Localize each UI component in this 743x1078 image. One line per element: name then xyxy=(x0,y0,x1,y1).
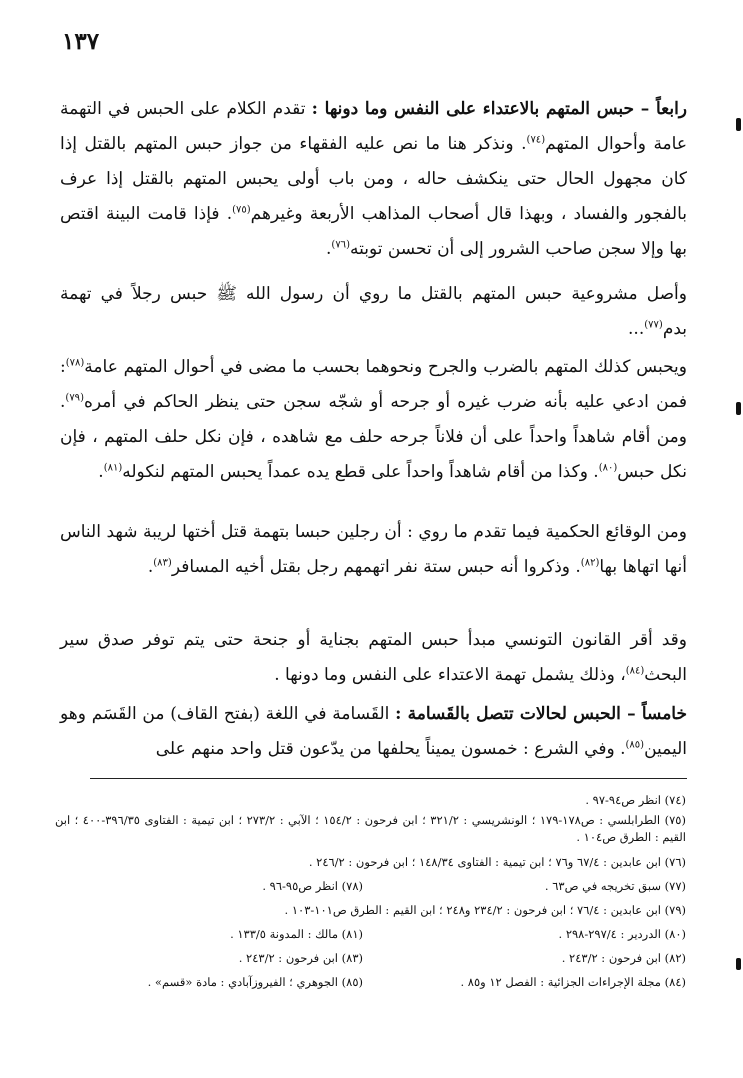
footnote-79 xyxy=(285,902,686,919)
footnote-reference: (٧٧) xyxy=(644,319,663,331)
footnote-80-number: (٨٠) xyxy=(664,927,686,941)
footnote-reference: (٧٩) xyxy=(65,392,84,404)
footnote-75-text: الطرابلسي : ص١٧٨-١٧٩ ؛ الونشريسي : ٣٢١/٢ ؛ ابن فرحون : ١٥٤/٢ ؛ الآبي : ٢٧٣/٢ ؛ ابن تيمية : الفتاوى ٣٩٦/٣٥-٤٠٠ ؛ ابن القيم : الطرق ص١٠٤ . xyxy=(55,813,686,844)
footnote-81-number: (٨١) xyxy=(341,927,363,941)
footnote-81-text: مالك : المدونة ١٣٣/٥ . xyxy=(230,927,338,941)
footnote-76-number: (٧٦) xyxy=(664,855,686,869)
scan-margin-mark xyxy=(736,118,741,131)
footnote-74 xyxy=(585,792,686,809)
footnote-75-number: (٧٥) xyxy=(664,813,686,827)
paragraph-text: ، وذلك يشمل تهمة الاعتداء على النفس وما دونها . xyxy=(274,665,626,685)
paragraph-text: . xyxy=(147,557,154,577)
paragraph-legitimacy xyxy=(60,277,687,347)
paragraph-section-five xyxy=(60,697,687,767)
footnote-84 xyxy=(460,974,686,991)
paragraph-text: . xyxy=(326,239,332,259)
footnote-82 xyxy=(562,950,686,967)
paragraph-text: . وذكروا أنه حبس ستة نفر اتهمهم رجل بقتل أخيه المسافر xyxy=(171,557,581,577)
footnote-85-number: (٨٥) xyxy=(341,975,363,989)
paragraph-text: . ونذكر هنا ما نص عليه الفقهاء من جواز حبس المتهم بالقتل إذا كان مجهول الحال حتى ينكشف حاله ، ومن باب أولى يحبس المتهم بالقتل إذا عرف بالفجور والفساد ، وبهذا قال أصحاب المذاهب الأربعة وغيرهم xyxy=(60,134,688,224)
footnote-divider xyxy=(90,778,687,779)
section-heading: رابعاً – حبس المتهم بالاعتداء على النفس وما دونها : xyxy=(311,99,687,119)
footnote-84-number: (٨٤) xyxy=(664,975,686,989)
footnote-reference: (٨٣) xyxy=(153,557,172,569)
footnote-79-text: ابن عابدين : ٧٦/٤ ؛ ابن فرحون : ٢٣٤/٢ و٢٤٨ ؛ ابن القيم : الطرق ص١٠١-١٠٣ . xyxy=(284,903,661,917)
footnote-80-text: الدردير : ٢٩٧/٤-٢٩٨ . xyxy=(558,927,661,941)
section-heading: خامساً – الحبس لحالات تتصل بالقَسامة : xyxy=(395,704,687,724)
footnote-85 xyxy=(148,974,363,991)
footnote-78 xyxy=(262,878,363,895)
footnote-75 xyxy=(55,812,686,846)
footnote-81 xyxy=(230,926,363,943)
footnote-reference: (٧٨) xyxy=(65,357,85,369)
footnote-reference: (٧٥) xyxy=(232,204,251,216)
footnote-77-text: سبق تخريجه في ص٦٣ . xyxy=(544,879,661,893)
paragraph-text: . فإذا قامت البينة اقتص بها وإلا سجن صاحب الشرور إلى أن تحسن توبته xyxy=(60,204,687,259)
paragraph-text: تقدم الكلام على الحبس في التهمة عامة وأحوال المتهم xyxy=(60,99,687,154)
paragraph-text: ويحبس كذلك المتهم بالضرب والجرح ونحوهما بحسب ما مضى في أحوال المتهم عامة xyxy=(84,357,687,377)
paragraph-text: ومن الوقائع الحكمية فيما تقدم ما روي : أن رجلين حبسا بتهمة قتل أختها لريبة شهد الناس أنها اتهاها بها xyxy=(60,522,687,577)
footnote-reference: (٨٤) xyxy=(625,665,645,677)
footnote-reference: (٨٥) xyxy=(625,739,645,751)
footnote-78-text: انظر ص٩٥-٩٦ . xyxy=(262,879,338,893)
paragraph-section-four xyxy=(60,92,687,267)
footnote-reference: (٧٦) xyxy=(331,239,350,251)
footnote-84-text: مجلة الإجراءات الجزائية : الفصل ١٢ و٨٥ . xyxy=(460,975,661,989)
footnote-80 xyxy=(559,926,687,943)
paragraph-injury xyxy=(60,350,687,490)
paragraph-text: . وكذا من أقام شاهداً واحداً على قطع يده عمداً يحبس المتهم لنكوله xyxy=(122,462,599,482)
paragraph-text: القَسامة في اللغة (بفتح القاف) من القَسَم وهو اليمين xyxy=(60,704,687,759)
footnote-83-number: (٨٣) xyxy=(341,951,363,965)
footnote-83-text: ابن فرحون : ٢٤٣/٢ . xyxy=(238,951,338,965)
footnote-79-number: (٧٩) xyxy=(664,903,686,917)
footnote-74-number: (٧٤) xyxy=(664,793,686,807)
footnote-76-text: ابن عابدين : ٦٧/٤ و٧٦ ؛ ابن تيمية : الفتاوى ١٤٨/٣٤ ؛ ابن فرحون : ٢٤٦/٢ . xyxy=(308,855,661,869)
footnote-reference: (٨١) xyxy=(103,462,123,474)
paragraph-text: . ومن أقام شاهداً واحداً على أن فلاناً جرحه حلف مع شاهده ، فإن نكل حلف المتهم ، فإن نكل حبس xyxy=(60,392,687,482)
footnote-85-text: الجوهري ؛ الفيروزآبادي : مادة «قسم» . xyxy=(147,975,338,989)
paragraph-text: . xyxy=(98,462,104,482)
paragraph-text: . وفي الشرع : خمسون يميناً يحلفها من يدّعون قتل واحد منهم على xyxy=(155,739,626,759)
paragraph-tunisian-law xyxy=(60,623,687,693)
paragraph-text: ... xyxy=(628,319,645,339)
footnote-74-text: انظر ص٩٤-٩٧ . xyxy=(585,793,661,807)
footnote-77 xyxy=(545,878,686,895)
paragraph-text: : فمن ادعي عليه بأنه ضرب غيره أو جرحه أو شجّه سجن حتى ينظر الحاكم في أمره xyxy=(60,357,687,412)
footnote-reference: (٨٢) xyxy=(580,557,600,569)
footnote-82-number: (٨٢) xyxy=(664,951,686,965)
paragraph-incidents xyxy=(60,515,687,585)
scan-margin-mark xyxy=(736,402,741,415)
footnote-reference: (٧٤) xyxy=(526,134,546,146)
paragraph-text: وقد أقر القانون التونسي مبدأ حبس المتهم بجناية أو جنحة حتى يتم توفر صدق سير البحث xyxy=(60,630,687,685)
footnote-82-text: ابن فرحون : ٢٤٣/٢ . xyxy=(561,951,661,965)
page-number: ١٣٧ xyxy=(62,28,100,55)
paragraph-text: وأصل مشروعية حبس المتهم بالقتل ما روي أن رسول الله ﷺ حبس رجلاً في تهمة بدم xyxy=(60,284,687,339)
footnote-reference: (٨٠) xyxy=(598,462,618,474)
footnote-83 xyxy=(239,950,363,967)
scan-margin-mark xyxy=(736,958,741,970)
footnote-78-number: (٧٨) xyxy=(341,879,363,893)
footnote-76 xyxy=(309,854,686,871)
footnote-77-number: (٧٧) xyxy=(664,879,686,893)
